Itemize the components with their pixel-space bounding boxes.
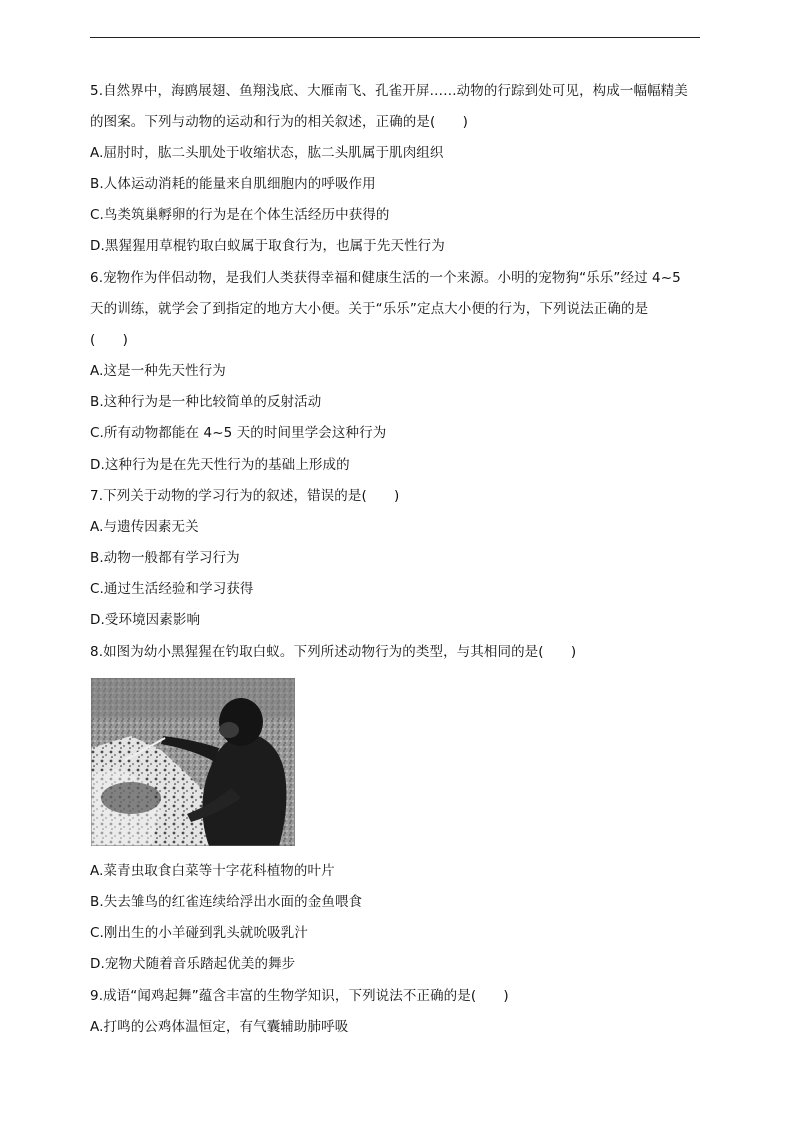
question-7-option-d: D.受环境因素影响 bbox=[90, 612, 201, 628]
question-6-option-c: C.所有动物都能在 4~5 天的时间里学会这种行为 bbox=[90, 425, 387, 441]
question-9-stem: 9.成语“闻鸡起舞”蕴含丰富的生物学知识，下列说法不正确的是( ) bbox=[90, 988, 509, 1004]
question-8-option-b: B.失去雏鸟的红雀连续给浮出水面的金鱼喂食 bbox=[90, 894, 363, 910]
question-7-option-a: A.与遗传因素无关 bbox=[90, 519, 199, 535]
question-6-stem-line-3: ( ) bbox=[90, 332, 128, 348]
question-8-option-c: C.刚出生的小羊碰到乳头就吮吸乳汁 bbox=[90, 925, 308, 941]
question-8-stem: 8.如图为幼小黑猩猩在钓取白蚁。下列所述动物行为的类型，与其相同的是( ) bbox=[90, 644, 577, 660]
question-7-option-b: B.动物一般都有学习行为 bbox=[90, 550, 240, 566]
header-rule bbox=[90, 37, 700, 38]
question-5-option-a: A.屈肘时，肱二头肌处于收缩状态，肱二头肌属于肌肉组织 bbox=[90, 145, 444, 161]
question-5-option-d: D.黑猩猩用草棍钓取白蚁属于取食行为，也属于先天性行为 bbox=[90, 238, 445, 254]
question-5-stem-line-1: 5.自然界中，海鸥展翅、鱼翔浅底、大雁南飞、孔雀开屏……动物的行踪到处可见，构成一幅幅精美 bbox=[90, 83, 688, 99]
question-8-option-a: A.菜青虫取食白菜等十字花科植物的叶片 bbox=[90, 863, 335, 879]
question-5-option-c: C.鸟类筑巢孵卵的行为是在个体生活经历中获得的 bbox=[90, 207, 390, 223]
question-7-stem: 7.下列关于动物的学习行为的叙述，错误的是( ) bbox=[90, 488, 400, 504]
question-7-option-c: C.通过生活经验和学习获得 bbox=[90, 581, 254, 597]
chimpanzee-fishing-termites-photo bbox=[91, 678, 295, 846]
question-6-option-d: D.这种行为是在先天性行为的基础上形成的 bbox=[90, 457, 350, 473]
question-9-option-a: A.打鸣的公鸡体温恒定，有气囊辅助肺呼吸 bbox=[90, 1019, 349, 1035]
question-6-stem-line-1: 6.宠物作为伴侣动物，是我们人类获得幸福和健康生活的一个来源。小明的宠物狗“乐乐”经过 4~5 bbox=[90, 270, 681, 286]
question-5-stem-line-2: 的图案。下列与动物的运动和行为的相关叙述，正确的是( ) bbox=[90, 114, 468, 130]
question-6-option-a: A.这是一种先天性行为 bbox=[90, 363, 226, 379]
question-8-option-d: D.宠物犬随着音乐踏起优美的舞步 bbox=[90, 956, 296, 972]
question-5-option-b: B.人体运动消耗的能量来自肌细胞内的呼吸作用 bbox=[90, 176, 376, 192]
question-6-option-b: B.这种行为是一种比较简单的反射活动 bbox=[90, 394, 322, 410]
question-6-stem-line-2: 天的训练，就学会了到指定的地方大小便。关于“乐乐”定点大小便的行为，下列说法正确的是 bbox=[90, 301, 649, 317]
